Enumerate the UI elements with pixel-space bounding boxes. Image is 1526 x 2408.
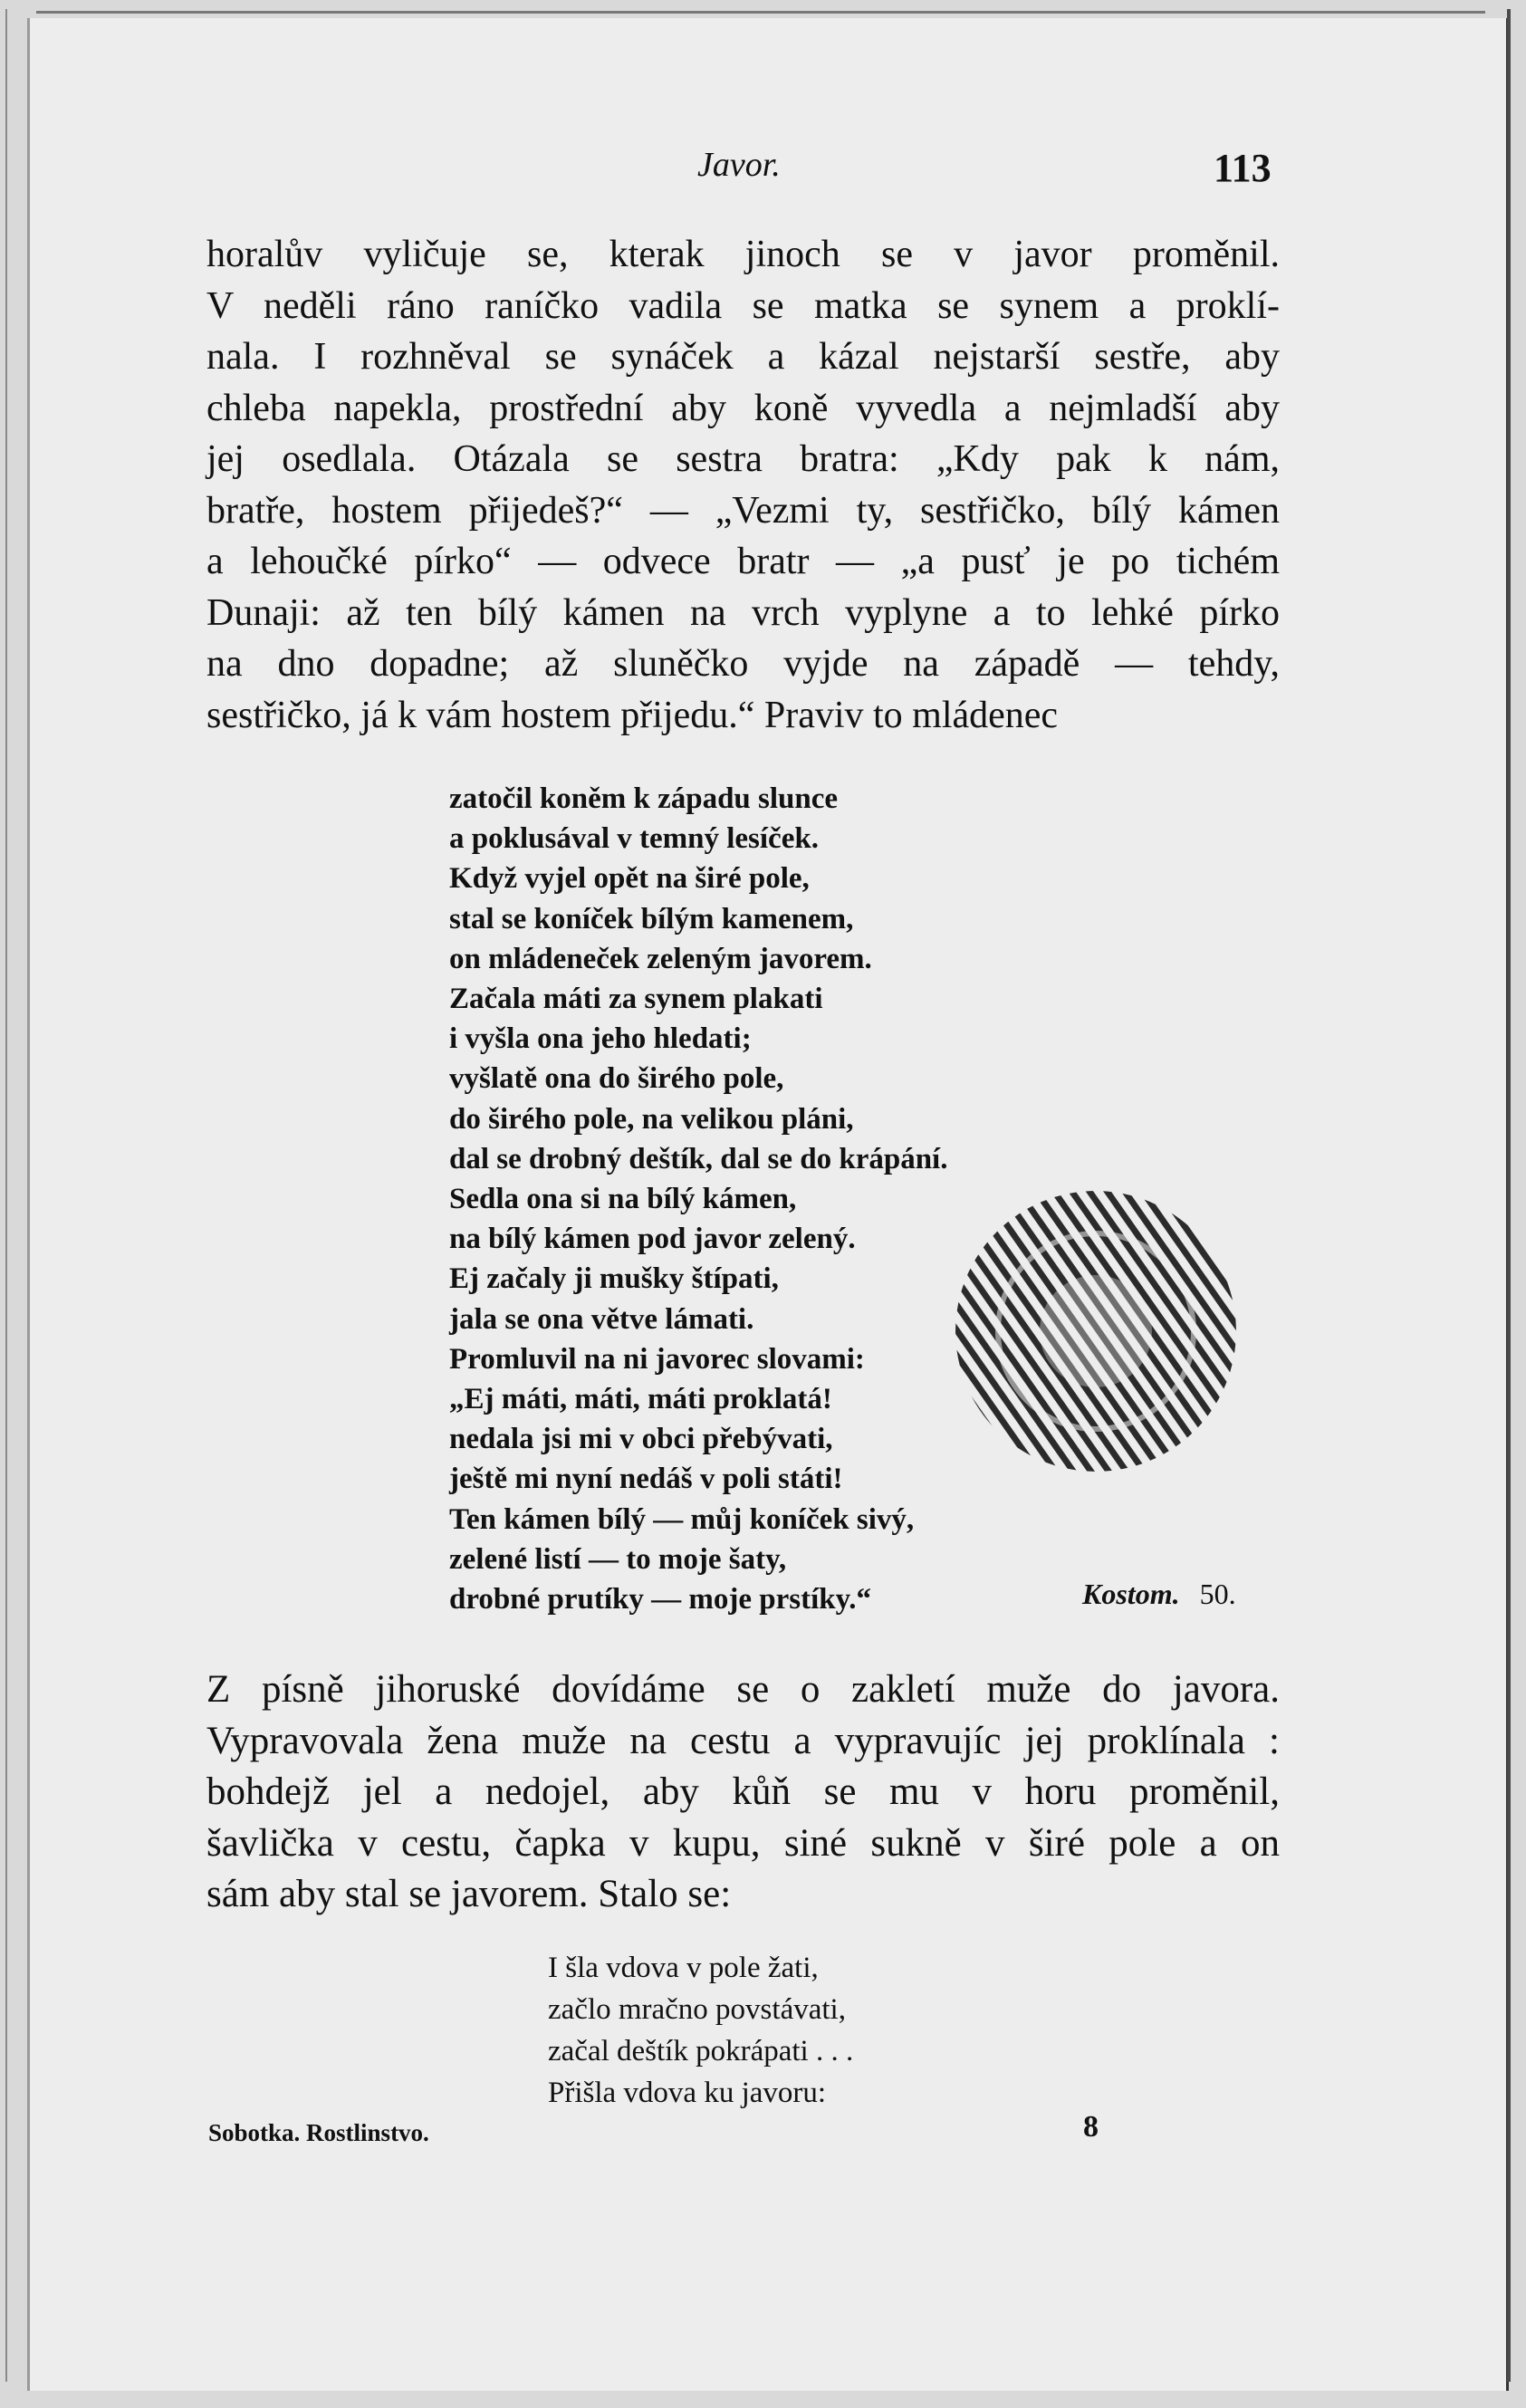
verse-line: drobné prutíky — moje prstíky.“ [449, 1583, 872, 1617]
source-name: Kostom. [1082, 1578, 1180, 1610]
verse-quote-2 [548, 1947, 853, 2114]
verse-line: začlo mračno povstávati, [548, 1993, 846, 2026]
page-top-edge [36, 11, 1485, 14]
text-line: jej osedlala. Otázala se sestra bratra: „Kdy pak k nám, [206, 438, 1280, 480]
source-number: 50. [1199, 1578, 1236, 1610]
text-line: Vypravovala žena muže na cestu a vypravujíc jej proklínala : [206, 1719, 1280, 1762]
verse-line: začal deštík pokrápati . . . [548, 2035, 854, 2067]
text-line: na dno dopadne; až sluněčko vyjde na západě — tehdy, [206, 643, 1280, 685]
verse-line: ještě mi nyní nedáš v poli státi! [449, 1463, 843, 1496]
text-line: horalův vyličuje se, kterak jinoch se v javor proměnil. [206, 234, 1280, 275]
verse-line: vyšlatě ona do širého pole, [449, 1062, 784, 1096]
library-stamp-icon [878, 1123, 1277, 1530]
text-line: šavlička v cestu, čapka v kupu, siné sukně v širé pole a on [206, 1821, 1280, 1865]
verse-line: dal se drobný deštík, dal se do krápání. [449, 1142, 948, 1175]
verse-line: Když vyjel opět na širé pole, [449, 862, 810, 896]
running-title: Javor. [697, 146, 781, 184]
text-line: sestřičko, já k vám hostem přijedu.“ Praviv to mládenec [206, 694, 1059, 736]
text-line: Dunaji: až ten bílý kámen na vrch vyplyne a to lehké pírko [206, 591, 1280, 634]
verse-line: na bílý kámen pod javor zelený. [449, 1223, 856, 1256]
verse-source-citation [1082, 1578, 1236, 1611]
text-line: nala. I rozhněval se synáček a kázal nejstarší sestře, aby [206, 336, 1280, 378]
verse-line: on mládeneček zeleným javorem. [449, 942, 872, 975]
verse-line: Začala máti za synem plakati [449, 983, 823, 1016]
verse-line: Přišla vdova ku javoru: [548, 2077, 827, 2109]
paragraph-2 [206, 1664, 1280, 1921]
verse-line: Ten kámen bílý — můj koníček sivý, [449, 1502, 915, 1536]
page-right-edge [1507, 9, 1511, 2382]
text-line: sám aby stal se javorem. Stalo se: [206, 1873, 732, 1915]
verse-line: Sedla ona si na bílý kámen, [449, 1183, 797, 1216]
text-line: bohdejž jel a nedojel, aby kůň se mu v horu proměnil, [206, 1770, 1280, 1813]
verse-line: I šla vdova v pole žati, [548, 1952, 819, 1984]
text-line: V neděli ráno raníčko vadila se matka se synem a proklí- [206, 284, 1280, 327]
verse-line: jala se ona větve lámati. [449, 1302, 754, 1336]
verse-line: nedala jsi mi v obci přebývati, [449, 1423, 833, 1456]
text-line: a lehoučké pírko“ — odvece bratr — „a pusť je po tichém [206, 541, 1280, 582]
text-line: chleba napekla, prostřední aby koně vyvedla a nejmladší aby [206, 387, 1280, 429]
verse-line: Ej začaly ji mušky štípati, [449, 1262, 779, 1296]
verse-line: stal se koníček bílým kamenem, [449, 902, 854, 935]
verse-line: zelené listí — to moje šaty, [449, 1542, 787, 1576]
verse-line: a poklusával v temný lesíček. [449, 822, 819, 856]
verse-line: Promluvil na ni javorec slovami: [449, 1342, 865, 1376]
verse-line: „Ej máti, máti, máti proklatá! [449, 1383, 832, 1416]
page-number: 113 [1214, 146, 1272, 190]
footer-sheet-number: 8 [1083, 2110, 1099, 2144]
footer-signature: Sobotka. Rostlinstvo. [208, 2119, 429, 2146]
verse-line: do širého pole, na velikou pláni, [449, 1102, 854, 1136]
verse-line: i vyšla ona jeho hledati; [449, 1022, 752, 1056]
verse-line: zatočil koněm k západu slunce [449, 782, 839, 815]
text-line: Z písně jihoruské dovídáme se o zakletí muže do javora. [206, 1668, 1280, 1711]
paragraph-1 [206, 229, 1280, 741]
text-line: bratře, hostem přijedeš?“ — „Vezmi ty, sestřičko, bílý kámen [206, 489, 1280, 532]
page-left-edge [5, 9, 7, 2382]
verse-quote-1 [449, 779, 947, 1619]
